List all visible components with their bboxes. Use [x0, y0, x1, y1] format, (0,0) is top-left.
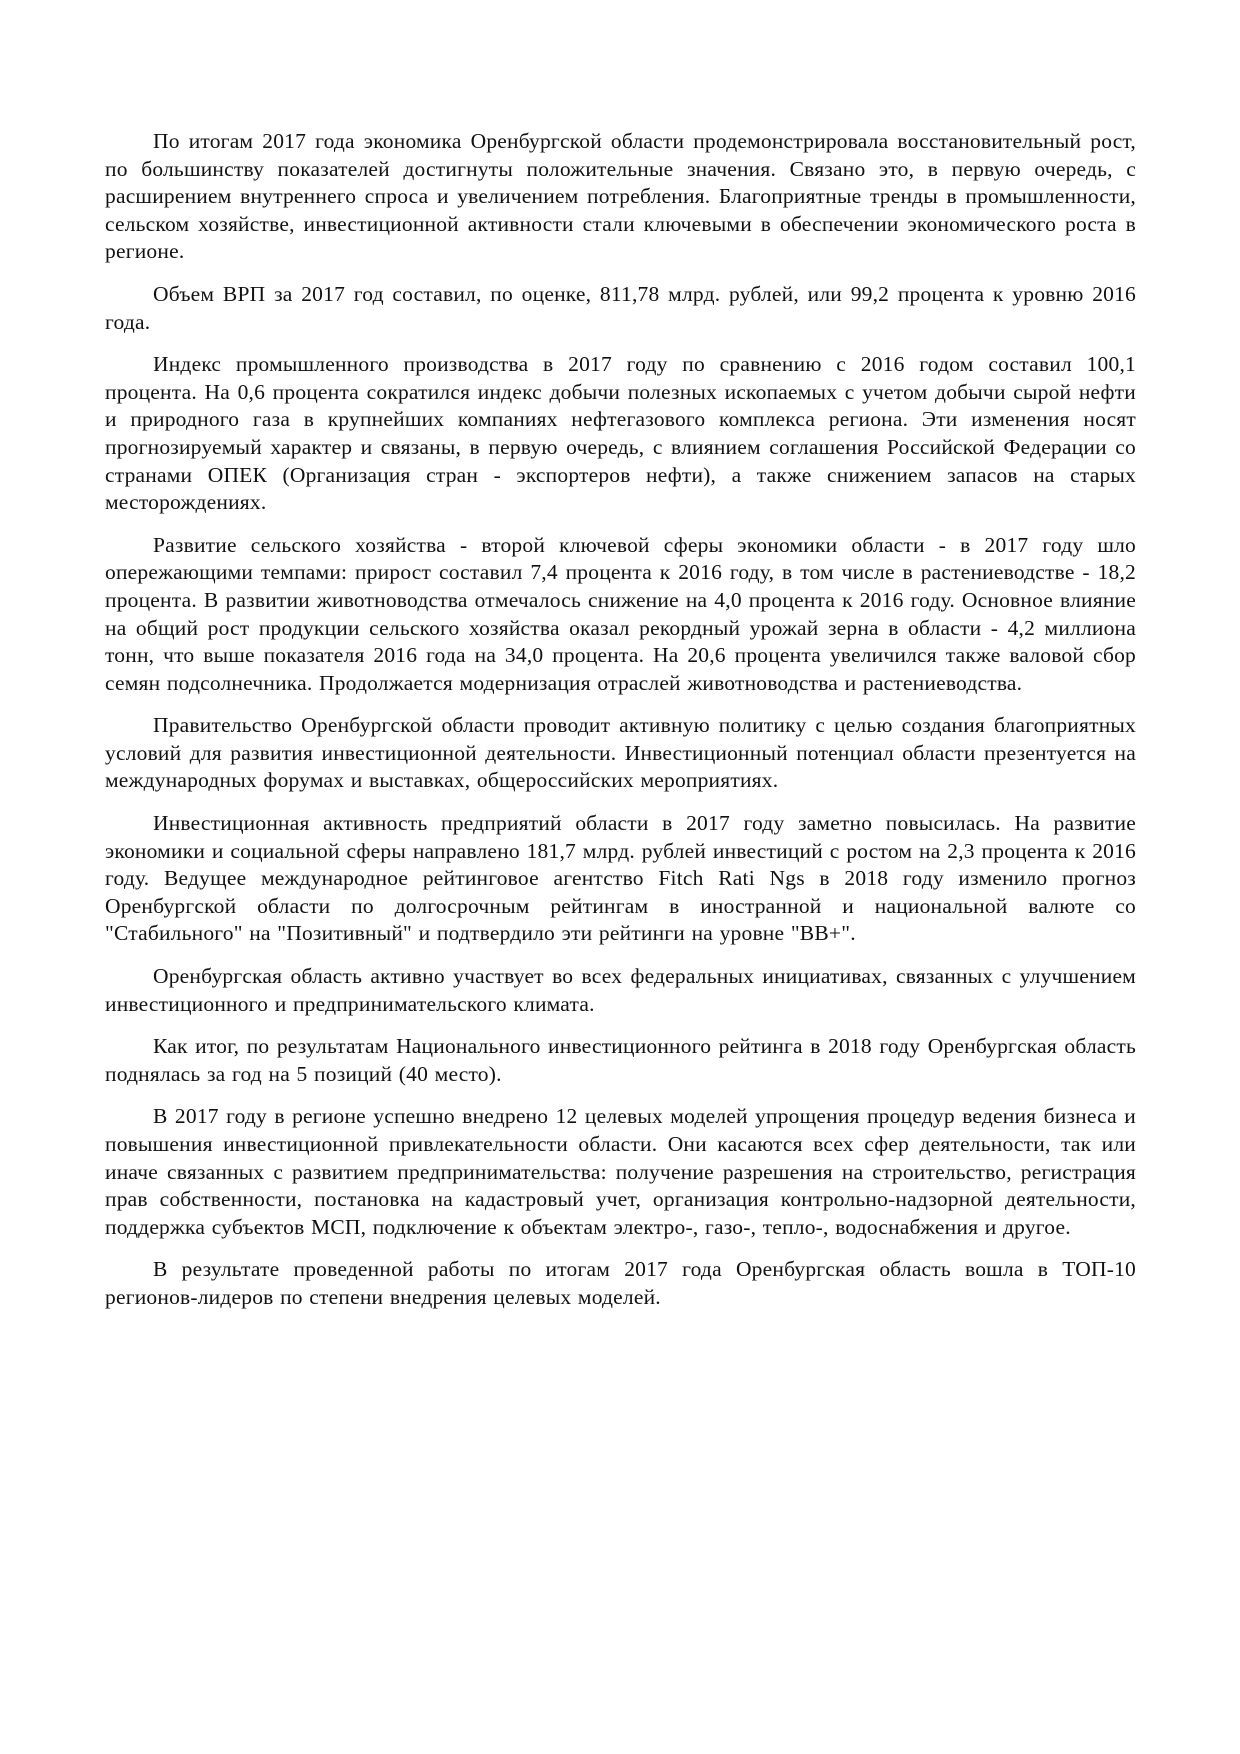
paragraph-economy-overview: По итогам 2017 года экономика Оренбургской области продемонстрировала восстановительный рост, по большинству показателей достигнуты положительные значения. Связано это, в первую очередь, с расширением внутреннего спроса и увеличением потребления. Благоприятные тренды в промышленности, сельском хозяйстве, инвестиционной активности стали ключевыми в обеспечении экономического роста в регионе. [105, 129, 1136, 264]
paragraph-national-investment-rating: Как итог, по результатам Национального инвестиционного рейтинга в 2018 году Оренбургская область поднялась за год на 5 позиций (40 место). [105, 1034, 1136, 1086]
paragraph-target-models: В 2017 году в регионе успешно внедрено 12 целевых моделей упрощения процедур ведения бизнеса и повышения инвестиционной привлекательности области. Они касаются всех сфер деятельности, так или иначе связанных с развитием предпринимательства: получение разрешения на строительство, регистрация прав собственности, постановка на кадастровый учет, организация контрольно-надзорной деятельности, поддержка субъектов МСП, подключение к объектам электро-, газо-, тепло-, водоснабжения и другое. [105, 1104, 1136, 1239]
paragraph-top10-result: В результате проведенной работы по итогам 2017 года Оренбургская область вошла в ТОП-10 регионов-лидеров по степени внедрения целевых моделей. [105, 1257, 1136, 1309]
paragraph-industrial-production-index: Индекс промышленного производства в 2017 году по сравнению с 2016 годом составил 100,1 процента. На 0,6 процента сократился индекс добычи полезных ископаемых с учетом добычи сырой нефти и природного газа в крупнейших компаниях нефтегазового комплекса региона. Эти изменения носят прогнозируемый характер и связаны, в первую очередь, с влиянием соглашения Российской Федерации со странами ОПЕК (Организация стран - экспортеров нефти), а также снижением запасов на старых месторождениях. [105, 352, 1136, 515]
paragraph-agriculture-development: Развитие сельского хозяйства - второй ключевой сферы экономики области - в 2017 году шло опережающими темпами: прирост составил 7,4 процента к 2016 году, в том числе в растениеводстве - 18,2 процента. В развитии животноводства отмечалось снижение на 4,0 процента к 2016 году. Основное влияние на общий рост продукции сельского хозяйства оказал рекордный урожай зерна в области - 4,2 миллиона тонн, что выше показателя 2016 года на 34,0 процента. На 20,6 процента увеличился также валовой сбор семян подсолнечника. Продолжается модернизация отраслей животноводства и растениеводства. [105, 532, 1136, 695]
paragraph-government-investment-policy: Правительство Оренбургской области проводит активную политику с целью создания благоприятных условий для развития инвестиционной деятельности. Инвестиционный потенциал области презентуется на международных форумах и выставках, общероссийских мероприятиях. [105, 713, 1136, 793]
paragraph-federal-initiatives: Оренбургская область активно участвует во всех федеральных инициативах, связанных с улучшением инвестиционного и предпринимательского климата. [105, 964, 1136, 1016]
paragraph-investment-activity: Инвестиционная активность предприятий области в 2017 году заметно повысилась. На развитие экономики и социальной сферы направлено 181,7 млрд. рублей инвестиций с ростом на 2,3 процента к 2016 году. Ведущее международное рейтинговое агентство Fitch Rati Ngs в 2018 году изменило прогноз Оренбургской области по долгосрочным рейтингам в иностранной и национальной валюте со "Стабильного" на "Позитивный" и подтвердило эти рейтинги на уровне "BB+". [105, 811, 1136, 946]
paragraph-vrp-volume: Объем ВРП за 2017 год составил, по оценке, 811,78 млрд. рублей, или 99,2 процента к уровню 2016 года. [105, 281, 1136, 334]
document-body [105, 128, 1136, 1312]
